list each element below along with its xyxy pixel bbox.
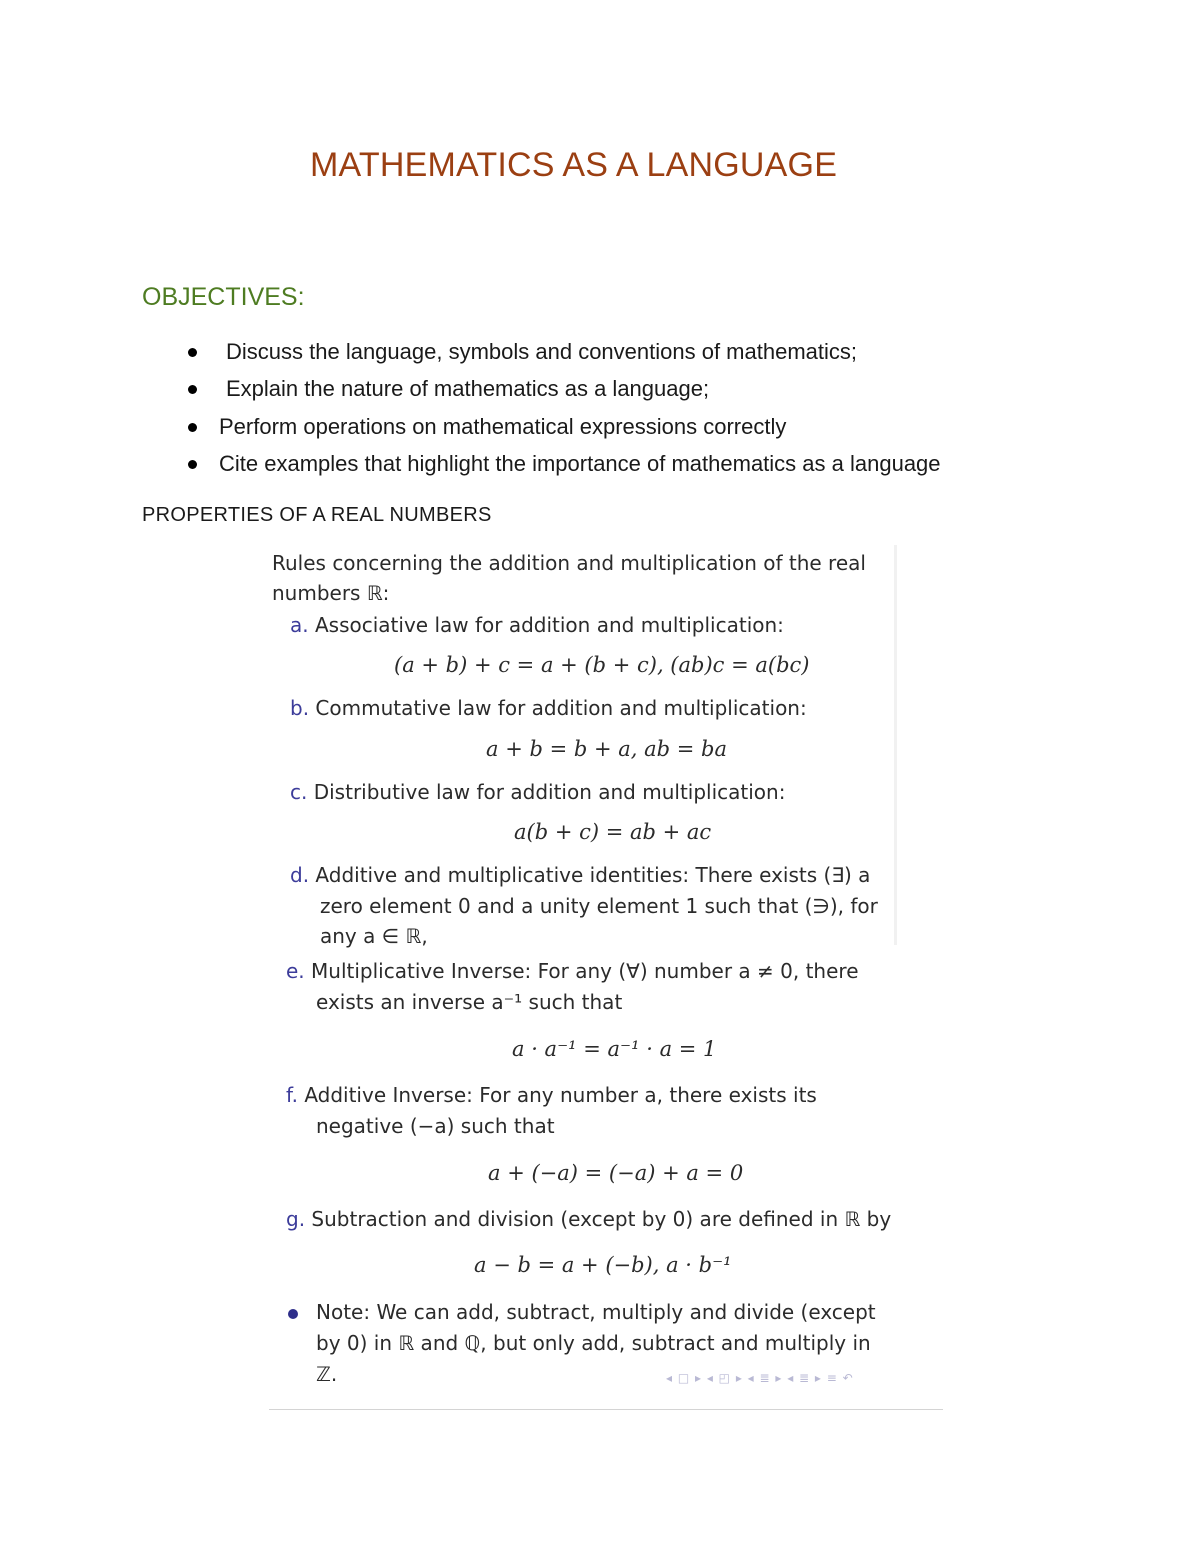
property-d-line: zero element 0 and a unity element 1 such that (∋), for bbox=[320, 894, 878, 918]
objective-text: Discuss the language, symbols and conventions of mathematics; bbox=[226, 339, 857, 364]
objective-item bbox=[188, 339, 857, 365]
property-e bbox=[286, 959, 859, 983]
property-d-line: any a ∈ ℝ, bbox=[320, 924, 428, 948]
slide-intro-line: numbers ℝ: bbox=[272, 581, 390, 605]
property-text: Additive Inverse: For any number a, there exists its bbox=[304, 1083, 817, 1107]
property-text: Commutative law for addition and multiplication: bbox=[315, 696, 807, 720]
property-d bbox=[290, 863, 870, 887]
slide-intro-line: Rules concerning the addition and multiplication of the real bbox=[272, 551, 866, 575]
formula-commutative: a + b = b + a, ab = ba bbox=[486, 737, 727, 761]
bullet-icon bbox=[188, 348, 197, 357]
property-label: b. bbox=[290, 696, 310, 720]
property-label: c. bbox=[290, 780, 308, 804]
formula-subtraction-division: a − b = a + (−b), a · b⁻¹ bbox=[474, 1253, 732, 1277]
property-label: f. bbox=[286, 1083, 298, 1107]
formula-distributive: a(b + c) = ab + ac bbox=[514, 820, 712, 844]
objective-text: Cite examples that highlight the importance of mathematics as a language bbox=[219, 451, 941, 476]
bullet-icon bbox=[188, 460, 197, 469]
slide-shade bbox=[894, 545, 897, 945]
objective-item bbox=[188, 451, 941, 477]
property-c bbox=[290, 780, 785, 804]
objective-text: Perform operations on mathematical expressions correctly bbox=[219, 414, 787, 439]
note-bullet-icon bbox=[288, 1309, 298, 1319]
property-label: g. bbox=[286, 1207, 306, 1231]
property-a bbox=[290, 613, 784, 637]
bullet-icon bbox=[188, 385, 197, 394]
property-f bbox=[286, 1083, 817, 1107]
slide-bottom-rule bbox=[269, 1409, 943, 1410]
property-text: Multiplicative Inverse: For any (∀) number a ≠ 0, there bbox=[311, 959, 859, 983]
property-b bbox=[290, 696, 807, 720]
page-title: MATHEMATICS AS A LANGUAGE bbox=[310, 146, 838, 184]
slide-navigation-icons: ◂ □ ▸ ◂ ◰ ▸ ◂ ≣ ▸ ◂ ≣ ▸ ≡ ↶ bbox=[666, 1371, 854, 1385]
objective-item bbox=[188, 376, 709, 402]
note-line: ℤ. bbox=[316, 1362, 338, 1386]
formula-multiplicative-inverse: a · a⁻¹ = a⁻¹ · a = 1 bbox=[512, 1037, 717, 1061]
property-label: d. bbox=[290, 863, 310, 887]
property-text: Distributive law for addition and multiplication: bbox=[313, 780, 786, 804]
objectives-heading: OBJECTIVES: bbox=[142, 283, 305, 311]
bullet-icon bbox=[188, 423, 197, 432]
note-line: Note: We can add, subtract, multiply and divide (except bbox=[316, 1300, 876, 1324]
formula-associative: (a + b) + c = a + (b + c), (ab)c = a(bc) bbox=[394, 653, 810, 677]
section-heading: PROPERTIES OF A REAL NUMBERS bbox=[142, 504, 492, 526]
property-label: a. bbox=[290, 613, 309, 637]
property-text: Subtraction and division (except by 0) are defined in ℝ by bbox=[311, 1207, 892, 1231]
note-line: by 0) in ℝ and ℚ, but only add, subtract and multiply in bbox=[316, 1331, 871, 1355]
property-text: Associative law for addition and multiplication: bbox=[314, 613, 784, 637]
property-text: Additive and multiplicative identities: There exists (∃) a bbox=[315, 863, 871, 887]
properties-slide-image bbox=[262, 545, 944, 1411]
objective-text: Explain the nature of mathematics as a language; bbox=[226, 376, 710, 401]
property-f-line: negative (−a) such that bbox=[316, 1114, 555, 1138]
property-label: e. bbox=[286, 959, 305, 983]
formula-additive-inverse: a + (−a) = (−a) + a = 0 bbox=[488, 1161, 744, 1185]
property-e-line: exists an inverse a⁻¹ such that bbox=[316, 990, 623, 1014]
objective-item bbox=[188, 414, 786, 440]
property-g bbox=[286, 1207, 891, 1231]
